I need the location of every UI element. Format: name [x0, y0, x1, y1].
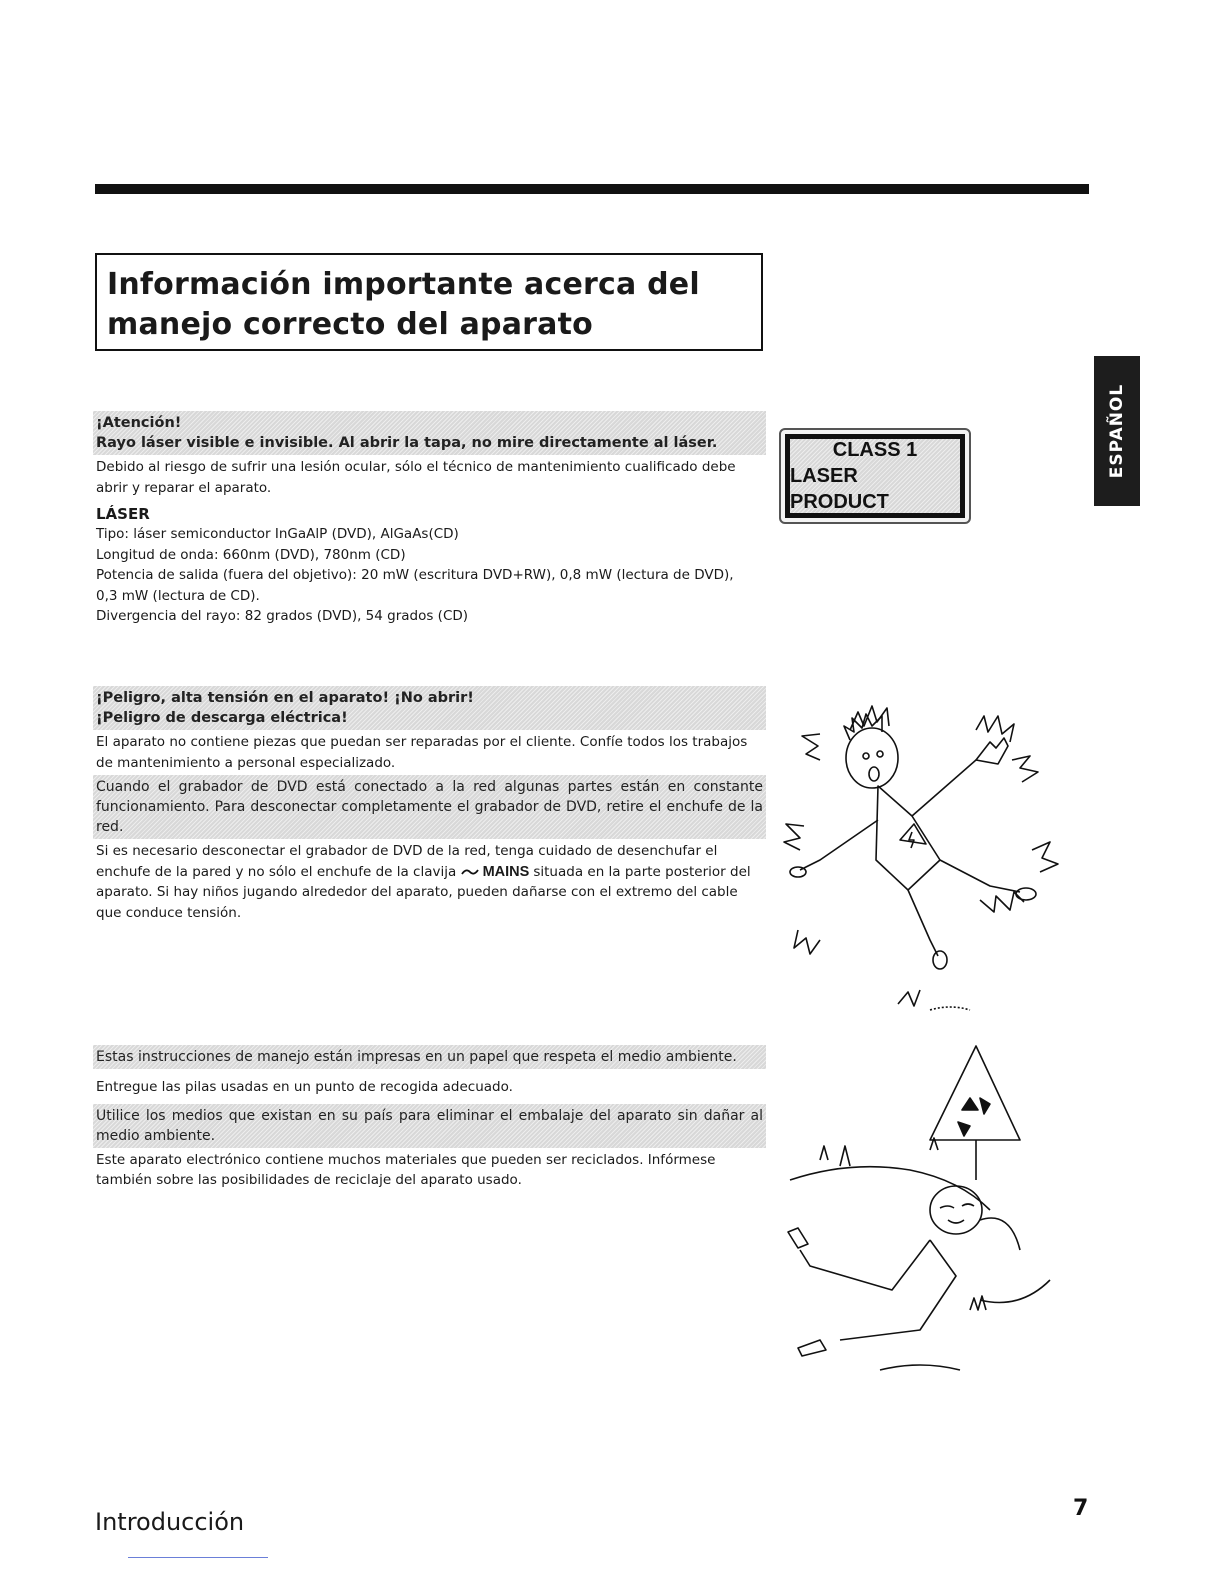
laser-label-line1: CLASS 1 — [832, 439, 918, 461]
danger-warning-line1: ¡Peligro, alta tensión en el aparato! ¡No abrir! — [96, 690, 474, 706]
packaging-note: Utilice los medios que existan en su país para eliminar el embalaje del aparato sin dañar al medio ambiente. — [93, 1104, 766, 1148]
page-title-box — [95, 253, 763, 351]
footer-underline — [128, 1557, 268, 1558]
danger-warning-line2: ¡Peligro de descarga eléctrica! — [96, 710, 348, 726]
attention-section — [93, 411, 766, 629]
page-title-line1: Información importante acerca del — [107, 267, 700, 302]
disconnect-body-post: situada en la parte posterior del aparato. Si hay niños jugando alrededor del aparato, pueden dañarse con el extremo del cable que conduce tensión. — [96, 863, 751, 921]
disconnect-body-pre: Si es necesario desconectar el grabador de DVD de la red, tenga cuidado de desenchufar el enchufe de la pared y no sólo el enchufe de la clavija — [96, 843, 718, 880]
page-title-line2: manejo correcto del aparato — [107, 307, 593, 342]
attention-body: Debido al riesgo de sufrir una lesión ocular, sólo el técnico de mantenimiento cualificado debe abrir y reparar el aparato. — [96, 459, 736, 496]
top-rule — [95, 184, 1089, 194]
attention-warning — [93, 411, 766, 455]
mains-label — [461, 864, 534, 880]
recycling-body: Este aparato electrónico contiene muchos materiales que pueden ser reciclados. Infórmese también sobre las posibilidades de reciclaje del aparato usado. — [96, 1151, 716, 1188]
environment-section — [93, 1045, 766, 1193]
laser-specs — [96, 524, 763, 627]
laser-spec-divergence: Divergencia del rayo: 82 grados (DVD), 54 grados (CD) — [96, 608, 469, 624]
danger-body: El aparato no contiene piezas que puedan ser reparadas por el cliente. Confíe todos los trabajos de mantenimiento a personal especializado. — [96, 734, 748, 771]
ac-tilde-icon — [461, 867, 479, 877]
language-tab — [1094, 356, 1140, 506]
laser-label-line2: LASER PRODUCT — [790, 465, 889, 513]
attention-warning-line2: Rayo láser visible e invisible. Al abrir la tapa, no mire directamente al láser. — [96, 435, 718, 451]
attention-warning-line1: ¡Atención! — [96, 415, 182, 431]
laser-heading: LÁSER — [96, 505, 150, 523]
danger-warning — [93, 686, 766, 730]
page-title — [107, 265, 761, 345]
disconnect-note: Cuando el grabador de DVD está conectado a la red algunas partes están en constante funcionamiento. Para desconectar completamente el grabador de DVD, retire el enchufe de la red. — [93, 775, 766, 839]
class1-laser-label — [779, 428, 971, 524]
footer-section-title: Introducción — [95, 1508, 245, 1536]
batteries-body: Entregue las pilas usadas en un punto de recogida adecuado. — [96, 1079, 513, 1095]
danger-section — [93, 686, 766, 925]
electric-shock-illustration — [780, 690, 1060, 1020]
laser-spec-power: Potencia de salida (fuera del objetivo): 20 mW (escritura DVD+RW), 0,8 mW (lectura de DVD), 0,3 mW (lectura de CD). — [96, 567, 734, 604]
paper-note: Estas instrucciones de manejo están impresas en un papel que respeta el medio ambiente. — [93, 1045, 766, 1069]
recycling-relaxing-illustration — [780, 1040, 1060, 1390]
laser-spec-type: Tipo: láser semiconductor InGaAlP (DVD), AlGaAs(CD) — [96, 526, 459, 542]
page-number: 7 — [1073, 1496, 1089, 1521]
disconnect-body — [96, 841, 763, 923]
mains-text: MAINS — [482, 863, 530, 880]
language-tab-label: ESPAÑOL — [1107, 383, 1127, 479]
laser-spec-wavelength: Longitud de onda: 660nm (DVD), 780nm (CD) — [96, 546, 406, 563]
